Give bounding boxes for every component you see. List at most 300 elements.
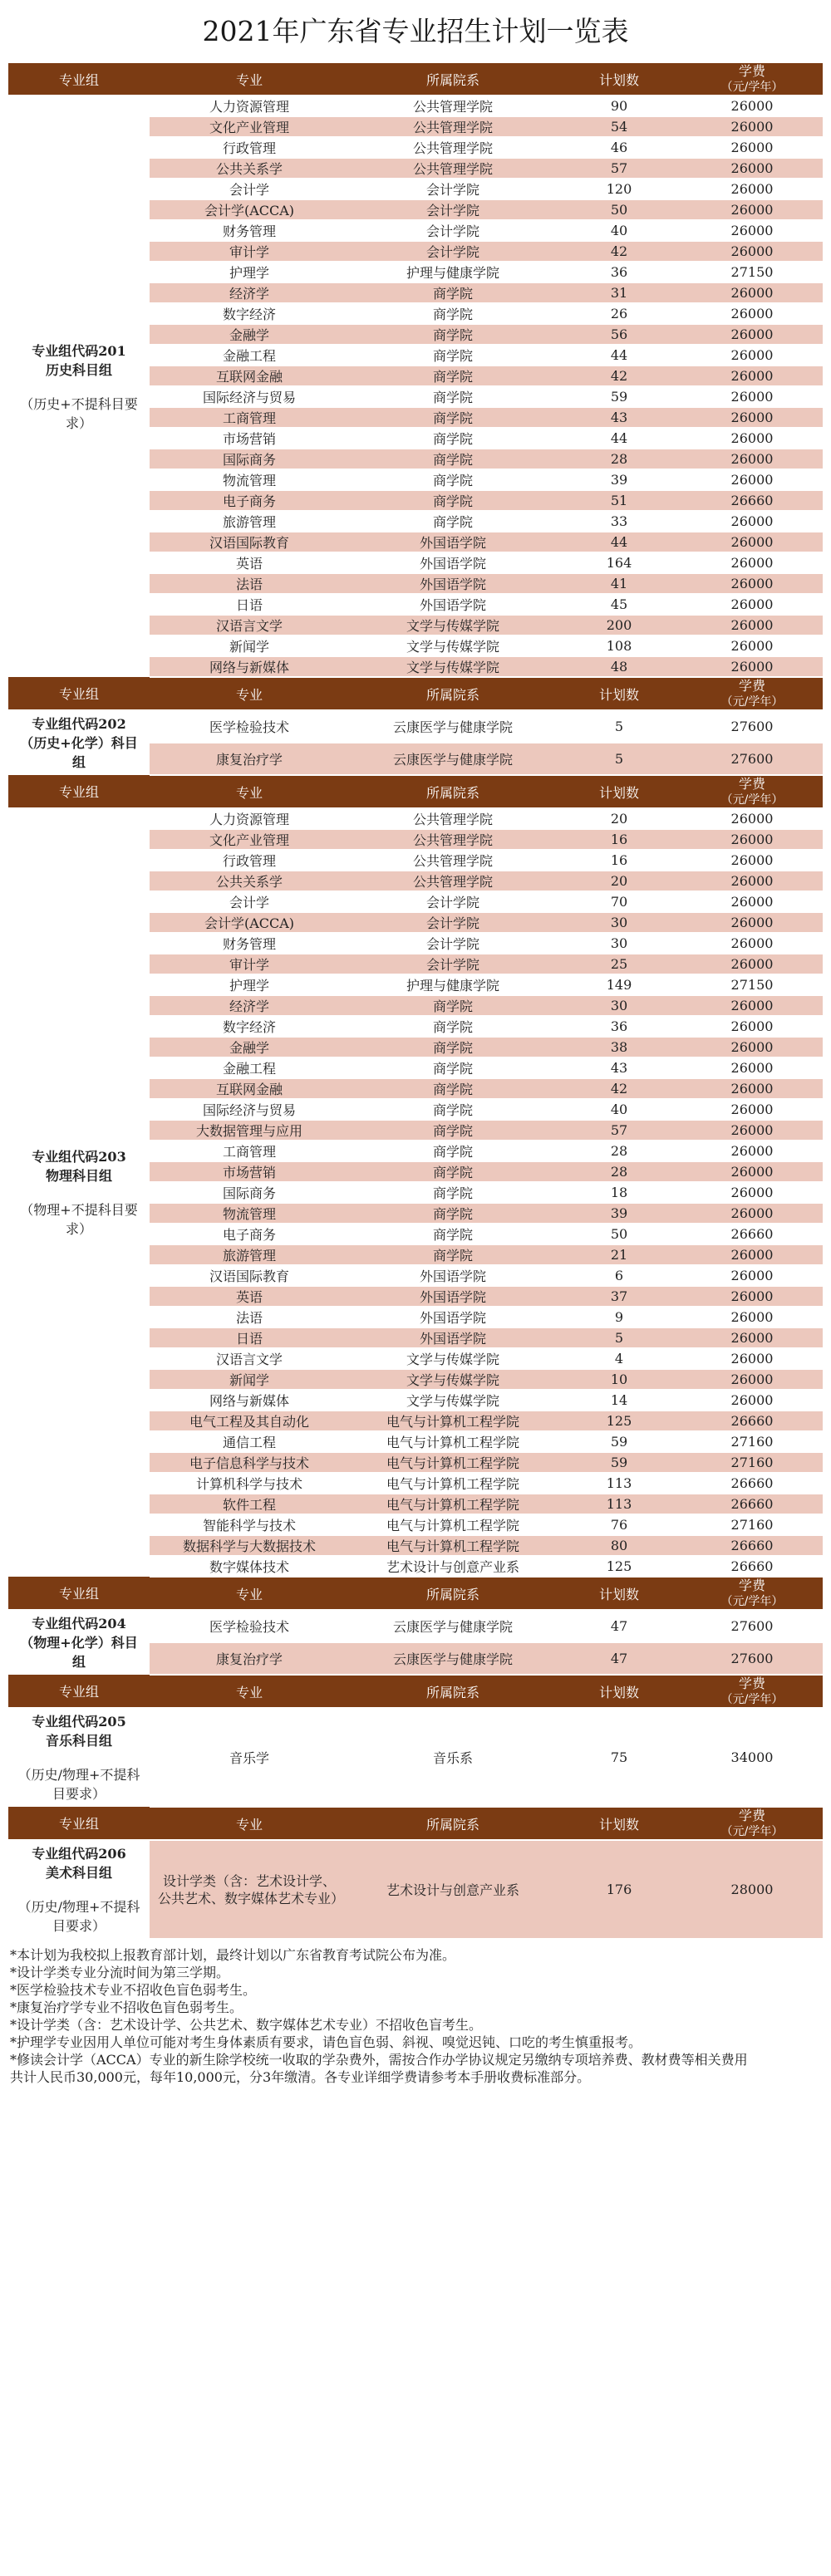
header-college: 所属院系 bbox=[349, 1807, 557, 1840]
college-cell: 商学院 bbox=[349, 1182, 557, 1203]
fee-cell: 26000 bbox=[681, 324, 823, 345]
college-cell: 商学院 bbox=[349, 1141, 557, 1161]
fee-cell: 26000 bbox=[681, 871, 823, 891]
major-cell: 数字经济 bbox=[150, 303, 349, 324]
college-cell: 护理与健康学院 bbox=[349, 974, 557, 995]
plan-cell: 5 bbox=[557, 743, 681, 775]
plan-cell: 14 bbox=[557, 1390, 681, 1411]
plan-cell: 50 bbox=[557, 1224, 681, 1244]
header-plan: 计划数 bbox=[557, 1675, 681, 1708]
header-major: 专业 bbox=[150, 1675, 349, 1708]
college-cell: 艺术设计与创意产业系 bbox=[349, 1556, 557, 1577]
footnote-line: *修读会计学（ACCA）专业的新生除学校统一收取的学杂费外，需按合作办学协议规定另缴纳专项培养费、教材费等相关费用 bbox=[10, 2052, 748, 2068]
plan-cell: 39 bbox=[557, 1203, 681, 1224]
plan-cell: 5 bbox=[557, 1327, 681, 1348]
major-cell: 公共关系学 bbox=[150, 871, 349, 891]
footnote-line: *护理学专业因用人单位可能对考生身体素质有要求，请色盲色弱、斜视、嗅觉迟钝、口吃的考生慎重报考。 bbox=[10, 2034, 642, 2050]
plan-cell: 30 bbox=[557, 995, 681, 1016]
plan-cell: 46 bbox=[557, 137, 681, 158]
fee-cell: 26000 bbox=[681, 282, 823, 303]
college-cell: 商学院 bbox=[349, 386, 557, 407]
major-cell: 会计学 bbox=[150, 179, 349, 199]
major-cell: 日语 bbox=[150, 1327, 349, 1348]
group-label bbox=[8, 1610, 150, 1675]
major-cell: 物流管理 bbox=[150, 1203, 349, 1224]
plan-cell: 47 bbox=[557, 1610, 681, 1642]
plan-cell: 21 bbox=[557, 1244, 681, 1265]
major-cell: 康复治疗学 bbox=[150, 743, 349, 775]
college-cell: 文学与传媒学院 bbox=[349, 656, 557, 677]
college-cell: 会计学院 bbox=[349, 179, 557, 199]
major-cell: 经济学 bbox=[150, 995, 349, 1016]
footnote-line: 共计人民币30,000元，每年10,000元，分3年缴清。各专业详细学费请参考本手册收费标准部分。 bbox=[10, 2069, 591, 2085]
header-major: 专业 bbox=[150, 775, 349, 808]
major-cell: 电子信息科学与技术 bbox=[150, 1452, 349, 1473]
fee-cell: 26000 bbox=[681, 511, 823, 532]
header-group: 专业组 bbox=[8, 775, 150, 808]
major-cell: 汉语国际教育 bbox=[150, 1265, 349, 1286]
plan-cell: 28 bbox=[557, 449, 681, 469]
major-cell: 物流管理 bbox=[150, 469, 349, 490]
plan-cell: 42 bbox=[557, 1078, 681, 1099]
plan-cell: 44 bbox=[557, 345, 681, 366]
college-cell: 商学院 bbox=[349, 345, 557, 366]
group-code: 专业组代码203 bbox=[32, 1149, 126, 1165]
college-cell: 公共管理学院 bbox=[349, 829, 557, 850]
group-name: 历史科目组 bbox=[45, 361, 112, 378]
major-cell: 互联网金融 bbox=[150, 1078, 349, 1099]
major-cell: 电子商务 bbox=[150, 490, 349, 511]
college-cell: 商学院 bbox=[349, 1120, 557, 1141]
major-cell: 新闻学 bbox=[150, 635, 349, 656]
group-code: 专业组代码206 bbox=[32, 1846, 126, 1862]
college-cell: 商学院 bbox=[349, 469, 557, 490]
major-cell: 电气工程及其自动化 bbox=[150, 1411, 349, 1431]
header-fee-unit: （元/学年） bbox=[720, 1693, 784, 1706]
major-cell: 市场营销 bbox=[150, 428, 349, 449]
fee-cell: 26660 bbox=[681, 1473, 823, 1494]
plan-cell: 56 bbox=[557, 324, 681, 345]
table-row bbox=[8, 808, 823, 829]
plan-cell: 33 bbox=[557, 511, 681, 532]
fee-cell: 26000 bbox=[681, 1286, 823, 1307]
major-cell: 通信工程 bbox=[150, 1431, 349, 1452]
major-cell: 国际商务 bbox=[150, 449, 349, 469]
fee-cell: 26000 bbox=[681, 116, 823, 137]
header-fee bbox=[681, 677, 823, 710]
college-cell: 公共管理学院 bbox=[349, 96, 557, 116]
major-cell: 汉语国际教育 bbox=[150, 532, 349, 552]
major-cell: 人力资源管理 bbox=[150, 96, 349, 116]
table-row bbox=[8, 710, 823, 743]
college-cell: 云康医学与健康学院 bbox=[349, 1642, 557, 1675]
group-name: 物理科目组 bbox=[45, 1168, 112, 1184]
plan-cell: 20 bbox=[557, 808, 681, 829]
fee-cell: 27150 bbox=[681, 974, 823, 995]
major-cell: 工商管理 bbox=[150, 407, 349, 428]
header-college: 所属院系 bbox=[349, 1675, 557, 1708]
fee-cell: 26660 bbox=[681, 1556, 823, 1577]
college-cell: 外国语学院 bbox=[349, 1265, 557, 1286]
fee-cell: 26000 bbox=[681, 469, 823, 490]
college-cell: 公共管理学院 bbox=[349, 850, 557, 871]
plan-cell: 149 bbox=[557, 974, 681, 995]
plan-cell: 43 bbox=[557, 407, 681, 428]
major-cell: 旅游管理 bbox=[150, 1244, 349, 1265]
plan-cell: 41 bbox=[557, 573, 681, 594]
header-fee-label: 学费 bbox=[738, 1577, 765, 1593]
plan-cell: 36 bbox=[557, 262, 681, 282]
plan-cell: 28 bbox=[557, 1141, 681, 1161]
header-fee-unit: （元/学年） bbox=[720, 695, 784, 709]
group-code: 专业组代码201 bbox=[32, 342, 126, 359]
college-cell: 外国语学院 bbox=[349, 573, 557, 594]
fee-cell: 26000 bbox=[681, 933, 823, 954]
header-college: 所属院系 bbox=[349, 775, 557, 808]
fee-cell: 27600 bbox=[681, 710, 823, 743]
plan-cell: 42 bbox=[557, 241, 681, 262]
college-cell: 外国语学院 bbox=[349, 1307, 557, 1327]
header-major: 专业 bbox=[150, 677, 349, 710]
fee-cell: 26000 bbox=[681, 850, 823, 871]
fee-cell: 26660 bbox=[681, 1535, 823, 1556]
major-cell: 医学检验技术 bbox=[150, 710, 349, 743]
plan-cell: 25 bbox=[557, 954, 681, 974]
plan-cell: 40 bbox=[557, 1099, 681, 1120]
major-cell: 互联网金融 bbox=[150, 366, 349, 386]
plan-cell: 120 bbox=[557, 179, 681, 199]
plan-cell: 48 bbox=[557, 656, 681, 677]
group-code: 专业组代码205 bbox=[32, 1714, 126, 1730]
header-fee-label: 学费 bbox=[738, 776, 765, 792]
fee-cell: 26000 bbox=[681, 1037, 823, 1057]
plan-cell: 28 bbox=[557, 1161, 681, 1182]
group-note: （历史+不提科目要求） bbox=[20, 395, 138, 431]
fee-cell: 26000 bbox=[681, 303, 823, 324]
plan-cell: 125 bbox=[557, 1556, 681, 1577]
header-group: 专业组 bbox=[8, 1807, 150, 1840]
plan-cell: 59 bbox=[557, 1452, 681, 1473]
fee-cell: 26000 bbox=[681, 995, 823, 1016]
major-cell: 汉语言文学 bbox=[150, 615, 349, 635]
fee-cell: 34000 bbox=[681, 1708, 823, 1807]
major-cell: 金融工程 bbox=[150, 1057, 349, 1078]
major-cell: 英语 bbox=[150, 552, 349, 573]
table-row bbox=[8, 1610, 823, 1642]
header-fee-unit: （元/学年） bbox=[720, 793, 784, 807]
header-fee bbox=[681, 1577, 823, 1610]
major-cell: 日语 bbox=[150, 594, 349, 615]
major-cell: 金融工程 bbox=[150, 345, 349, 366]
fee-cell: 26000 bbox=[681, 1348, 823, 1369]
fee-cell: 26660 bbox=[681, 1494, 823, 1514]
plan-cell: 31 bbox=[557, 282, 681, 303]
major-cell: 国际商务 bbox=[150, 1182, 349, 1203]
major-cell: 音乐学 bbox=[150, 1708, 349, 1807]
group-note: （历史/物理+不提科目要求） bbox=[17, 1899, 140, 1934]
group-label bbox=[8, 808, 150, 1577]
fee-cell: 26000 bbox=[681, 96, 823, 116]
college-cell: 公共管理学院 bbox=[349, 871, 557, 891]
plan-cell: 43 bbox=[557, 1057, 681, 1078]
header-fee-unit: （元/学年） bbox=[720, 1825, 784, 1838]
college-cell: 商学院 bbox=[349, 324, 557, 345]
plan-cell: 75 bbox=[557, 1708, 681, 1807]
major-cell: 会计学 bbox=[150, 891, 349, 912]
college-cell: 商学院 bbox=[349, 490, 557, 511]
college-cell: 音乐系 bbox=[349, 1708, 557, 1807]
fee-cell: 26000 bbox=[681, 1369, 823, 1390]
college-cell: 商学院 bbox=[349, 428, 557, 449]
major-cell: 新闻学 bbox=[150, 1369, 349, 1390]
page-title: 2021年广东省专业招生计划一览表 bbox=[202, 15, 629, 47]
header-fee bbox=[681, 63, 823, 96]
header-plan: 计划数 bbox=[557, 63, 681, 96]
plan-cell: 113 bbox=[557, 1473, 681, 1494]
fee-cell: 26000 bbox=[681, 532, 823, 552]
major-cell: 康复治疗学 bbox=[150, 1642, 349, 1675]
plan-cell: 125 bbox=[557, 1411, 681, 1431]
college-cell: 商学院 bbox=[349, 1078, 557, 1099]
major-cell: 汉语言文学 bbox=[150, 1348, 349, 1369]
college-cell: 会计学院 bbox=[349, 220, 557, 241]
college-cell: 商学院 bbox=[349, 303, 557, 324]
college-cell: 商学院 bbox=[349, 1224, 557, 1244]
college-cell: 文学与传媒学院 bbox=[349, 615, 557, 635]
plan-cell: 113 bbox=[557, 1494, 681, 1514]
college-cell: 商学院 bbox=[349, 511, 557, 532]
plan-cell: 45 bbox=[557, 594, 681, 615]
major-cell: 英语 bbox=[150, 1286, 349, 1307]
college-cell: 商学院 bbox=[349, 449, 557, 469]
major-cell: 智能科学与技术 bbox=[150, 1514, 349, 1535]
header-fee-unit: （元/学年） bbox=[720, 1595, 784, 1608]
fee-cell: 27160 bbox=[681, 1452, 823, 1473]
fee-cell: 26000 bbox=[681, 573, 823, 594]
plan-cell: 30 bbox=[557, 912, 681, 933]
fee-cell: 26000 bbox=[681, 1265, 823, 1286]
header-major: 专业 bbox=[150, 1577, 349, 1610]
fee-cell: 26000 bbox=[681, 656, 823, 677]
fee-cell: 26000 bbox=[681, 137, 823, 158]
major-cell: 法语 bbox=[150, 1307, 349, 1327]
group-code: 专业组代码204 bbox=[32, 1616, 126, 1631]
table-header-row bbox=[8, 677, 823, 710]
college-cell: 外国语学院 bbox=[349, 532, 557, 552]
fee-cell: 27160 bbox=[681, 1431, 823, 1452]
college-cell: 商学院 bbox=[349, 366, 557, 386]
plan-cell: 176 bbox=[557, 1840, 681, 1939]
major-cell: 工商管理 bbox=[150, 1141, 349, 1161]
fee-cell: 26000 bbox=[681, 1390, 823, 1411]
group-name: 音乐科目组 bbox=[45, 1733, 112, 1749]
fee-cell: 26000 bbox=[681, 220, 823, 241]
college-cell: 商学院 bbox=[349, 995, 557, 1016]
college-cell: 会计学院 bbox=[349, 933, 557, 954]
plan-cell: 59 bbox=[557, 386, 681, 407]
header-fee bbox=[681, 1675, 823, 1708]
major-cell: 经济学 bbox=[150, 282, 349, 303]
major-cell: 护理学 bbox=[150, 262, 349, 282]
college-cell: 会计学院 bbox=[349, 891, 557, 912]
major-cell: 会计学(ACCA) bbox=[150, 199, 349, 220]
college-cell: 文学与传媒学院 bbox=[349, 1390, 557, 1411]
group-code: 专业组代码202 bbox=[32, 716, 126, 732]
fee-cell: 27160 bbox=[681, 1514, 823, 1535]
major-cell: 审计学 bbox=[150, 954, 349, 974]
plan-cell: 5 bbox=[557, 710, 681, 743]
fee-cell: 26000 bbox=[681, 1120, 823, 1141]
plan-cell: 42 bbox=[557, 366, 681, 386]
plan-cell: 200 bbox=[557, 615, 681, 635]
header-group: 专业组 bbox=[8, 677, 150, 710]
fee-cell: 26000 bbox=[681, 241, 823, 262]
group-note: （历史/物理+不提科目要求） bbox=[17, 1767, 140, 1802]
header-plan: 计划数 bbox=[557, 677, 681, 710]
college-cell: 商学院 bbox=[349, 1037, 557, 1057]
major-cell: 数字媒体技术 bbox=[150, 1556, 349, 1577]
college-cell: 电气与计算机工程学院 bbox=[349, 1411, 557, 1431]
fee-cell: 26000 bbox=[681, 891, 823, 912]
header-plan: 计划数 bbox=[557, 1577, 681, 1610]
major-cell: 财务管理 bbox=[150, 933, 349, 954]
table-row bbox=[8, 1708, 823, 1807]
plan-cell: 54 bbox=[557, 116, 681, 137]
fee-cell: 26660 bbox=[681, 1411, 823, 1431]
header-fee-label: 学费 bbox=[738, 678, 765, 694]
fee-cell: 26000 bbox=[681, 386, 823, 407]
major-cell: 市场营销 bbox=[150, 1161, 349, 1182]
major-cell: 医学检验技术 bbox=[150, 1610, 349, 1642]
fee-cell: 27600 bbox=[681, 743, 823, 775]
college-cell: 电气与计算机工程学院 bbox=[349, 1535, 557, 1556]
plan-cell: 59 bbox=[557, 1431, 681, 1452]
college-cell: 艺术设计与创意产业系 bbox=[349, 1840, 557, 1939]
table-header-row bbox=[8, 1807, 823, 1840]
plan-cell: 39 bbox=[557, 469, 681, 490]
college-cell: 会计学院 bbox=[349, 912, 557, 933]
major-cell: 计算机科学与技术 bbox=[150, 1473, 349, 1494]
fee-cell: 26000 bbox=[681, 428, 823, 449]
admission-plan-table bbox=[8, 63, 823, 1940]
major-cell: 法语 bbox=[150, 573, 349, 594]
fee-cell: 26000 bbox=[681, 954, 823, 974]
header-fee bbox=[681, 775, 823, 808]
college-cell: 电气与计算机工程学院 bbox=[349, 1431, 557, 1452]
header-group: 专业组 bbox=[8, 1577, 150, 1610]
header-fee-label: 学费 bbox=[738, 1808, 765, 1823]
header-fee-unit: （元/学年） bbox=[720, 81, 784, 94]
fee-cell: 26000 bbox=[681, 1161, 823, 1182]
fee-cell: 26000 bbox=[681, 1244, 823, 1265]
table-header-row bbox=[8, 775, 823, 808]
group-label bbox=[8, 96, 150, 677]
major-cell: 行政管理 bbox=[150, 850, 349, 871]
fee-cell: 27150 bbox=[681, 262, 823, 282]
college-cell: 公共管理学院 bbox=[349, 158, 557, 179]
major-cell: 大数据管理与应用 bbox=[150, 1120, 349, 1141]
plan-cell: 16 bbox=[557, 850, 681, 871]
fee-cell: 26000 bbox=[681, 407, 823, 428]
major-cell: 文化产业管理 bbox=[150, 829, 349, 850]
fee-cell: 27600 bbox=[681, 1610, 823, 1642]
group-name: 美术科目组 bbox=[45, 1865, 112, 1881]
table-header-row bbox=[8, 63, 823, 96]
plan-cell: 6 bbox=[557, 1265, 681, 1286]
header-group: 专业组 bbox=[8, 1675, 150, 1708]
fee-cell: 27600 bbox=[681, 1642, 823, 1675]
college-cell: 文学与传媒学院 bbox=[349, 1369, 557, 1390]
major-cell: 会计学(ACCA) bbox=[150, 912, 349, 933]
plan-cell: 76 bbox=[557, 1514, 681, 1535]
footnote-line: *设计学类（含：艺术设计学、公共艺术、数字媒体艺术专业）不招收色盲考生。 bbox=[10, 2017, 483, 2033]
plan-cell: 44 bbox=[557, 532, 681, 552]
college-cell: 公共管理学院 bbox=[349, 116, 557, 137]
plan-cell: 50 bbox=[557, 199, 681, 220]
fee-cell: 26000 bbox=[681, 808, 823, 829]
college-cell: 商学院 bbox=[349, 282, 557, 303]
college-cell: 电气与计算机工程学院 bbox=[349, 1494, 557, 1514]
table-row bbox=[8, 96, 823, 116]
fee-cell: 26000 bbox=[681, 158, 823, 179]
table-header-row bbox=[8, 1577, 823, 1610]
major-cell: 公共关系学 bbox=[150, 158, 349, 179]
college-cell: 外国语学院 bbox=[349, 1327, 557, 1348]
major-cell: 电子商务 bbox=[150, 1224, 349, 1244]
header-college: 所属院系 bbox=[349, 1577, 557, 1610]
major-cell: 国际经济与贸易 bbox=[150, 1099, 349, 1120]
college-cell: 电气与计算机工程学院 bbox=[349, 1452, 557, 1473]
fee-cell: 26000 bbox=[681, 1016, 823, 1037]
plan-cell: 57 bbox=[557, 158, 681, 179]
footnote-line: *康复治疗学专业不招收色盲色弱考生。 bbox=[10, 1999, 243, 2015]
group-name: （物理+化学）科目组 bbox=[20, 1635, 138, 1670]
college-cell: 会计学院 bbox=[349, 241, 557, 262]
college-cell: 会计学院 bbox=[349, 199, 557, 220]
group-label bbox=[8, 710, 150, 775]
fee-cell: 26000 bbox=[681, 1203, 823, 1224]
header-college: 所属院系 bbox=[349, 63, 557, 96]
college-cell: 云康医学与健康学院 bbox=[349, 743, 557, 775]
college-cell: 电气与计算机工程学院 bbox=[349, 1514, 557, 1535]
header-fee-label: 学费 bbox=[738, 1676, 765, 1691]
group-label bbox=[8, 1840, 150, 1939]
fee-cell: 26000 bbox=[681, 1057, 823, 1078]
college-cell: 商学院 bbox=[349, 1099, 557, 1120]
major-cell: 国际经济与贸易 bbox=[150, 386, 349, 407]
college-cell: 商学院 bbox=[349, 407, 557, 428]
plan-cell: 51 bbox=[557, 490, 681, 511]
group-note: （物理+不提科目要求） bbox=[20, 1202, 138, 1237]
fee-cell: 26000 bbox=[681, 1182, 823, 1203]
plan-cell: 10 bbox=[557, 1369, 681, 1390]
header-fee bbox=[681, 1807, 823, 1840]
fee-cell: 26000 bbox=[681, 345, 823, 366]
college-cell: 文学与传媒学院 bbox=[349, 635, 557, 656]
fee-cell: 26000 bbox=[681, 449, 823, 469]
college-cell: 外国语学院 bbox=[349, 1286, 557, 1307]
footnote-line: *医学检验技术专业不招收色盲色弱考生。 bbox=[10, 1982, 257, 1998]
fee-cell: 26000 bbox=[681, 1327, 823, 1348]
major-cell: 财务管理 bbox=[150, 220, 349, 241]
plan-cell: 37 bbox=[557, 1286, 681, 1307]
college-cell: 商学院 bbox=[349, 1057, 557, 1078]
major-cell: 数据科学与大数据技术 bbox=[150, 1535, 349, 1556]
fee-cell: 26660 bbox=[681, 1224, 823, 1244]
fee-cell: 26000 bbox=[681, 635, 823, 656]
plan-cell: 90 bbox=[557, 96, 681, 116]
header-college: 所属院系 bbox=[349, 677, 557, 710]
